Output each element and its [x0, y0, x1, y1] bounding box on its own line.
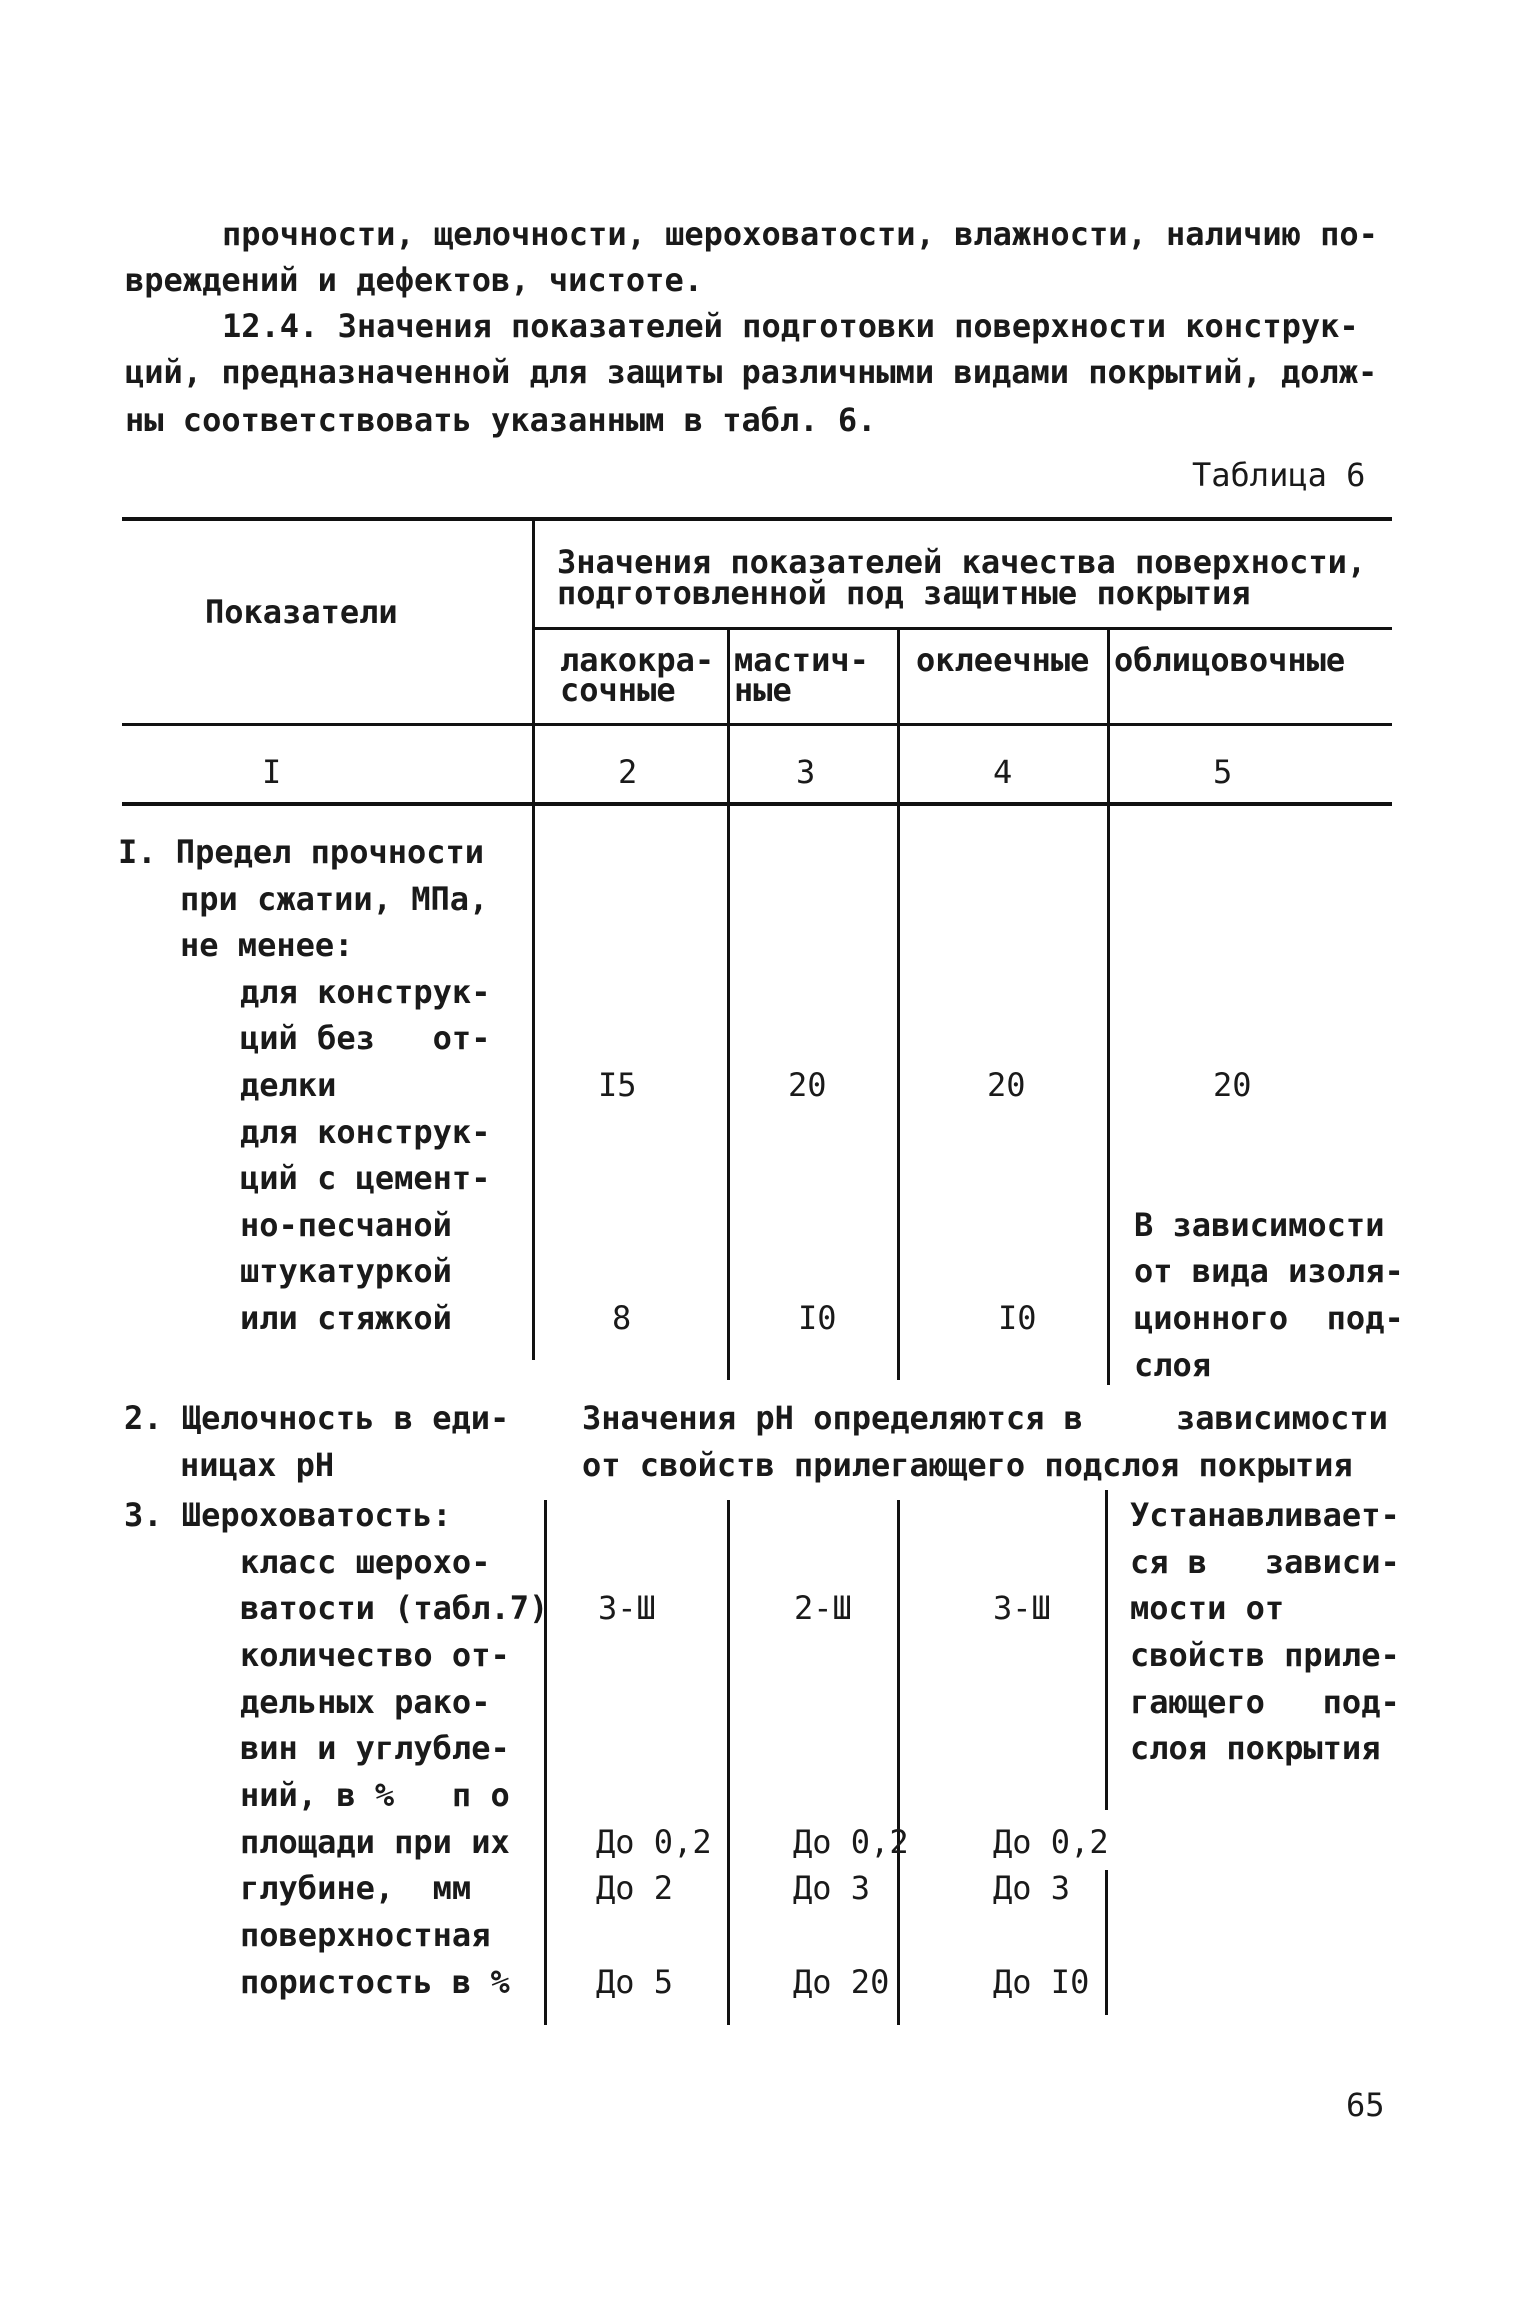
row1-b-col5: от вида изоля- [1134, 1252, 1404, 1290]
row1-b-label: ций с цемент- [240, 1159, 491, 1197]
row3-col5-note: свойств приле- [1130, 1636, 1400, 1674]
paragraph-line: вреждений и дефектов, чистоте. [125, 261, 703, 299]
header-num-5: 5 [1213, 753, 1233, 791]
paragraph-line: 12.4. Значения показателей подготовки поверхности конструк- [222, 307, 1359, 345]
header-num-4: 4 [993, 753, 1013, 791]
row1-a-col4: 20 [987, 1066, 1026, 1104]
row1-title: I. Предел прочности [118, 833, 485, 871]
row3-c-label: пористость в % [240, 1963, 510, 2001]
row1-a-col3: 20 [788, 1066, 827, 1104]
col-divider-3 [897, 627, 900, 807]
row3-b5-col2: До 0,2 [596, 1823, 712, 1861]
row1-a-label: делки [240, 1066, 337, 1104]
row3-a-col3: 2-Ш [794, 1589, 852, 1627]
header-group-rule [532, 627, 1392, 630]
body-divider-4b [1105, 1490, 1108, 1810]
header-group-line1: Значения показателей качества поверхности, [557, 543, 1367, 581]
body-divider-2a [727, 805, 730, 1380]
row1-a-col5: 20 [1213, 1066, 1252, 1104]
row3-b-label: глубине, мм [240, 1869, 472, 1907]
header-col3-line2: ные [734, 671, 792, 709]
row3-b-label: ний, в % п о [240, 1776, 510, 1814]
row2-title: ницах рН [180, 1446, 335, 1484]
numbers-bottom-rule [122, 802, 1392, 806]
body-divider-1b [544, 1500, 547, 2025]
table-caption: Таблица 6 [1192, 456, 1366, 494]
row3-b-label: вин и углубле- [240, 1729, 510, 1767]
paragraph-line: ны соответствовать указанным в табл. 6. [125, 401, 877, 439]
body-divider-3b [897, 1500, 900, 2025]
row1-b-col2: 8 [612, 1299, 632, 1337]
row1-b-col3: I0 [798, 1299, 837, 1337]
row2-value: Значения рН определяются в [582, 1399, 1083, 1437]
header-col4: оклеечные [916, 641, 1090, 679]
header-num-2: 2 [618, 753, 638, 791]
row3-b6-col3: До 3 [793, 1869, 871, 1907]
row1-b-label: штукатуркой [240, 1252, 452, 1290]
row3-b5-col3: До 0,2 [793, 1823, 909, 1861]
row3-c2-col2: До 5 [596, 1963, 674, 2001]
row3-b6-col4: До 3 [993, 1869, 1071, 1907]
header-col1: Показатели [205, 593, 398, 631]
row1-b-col5: ционного под- [1134, 1299, 1404, 1337]
body-divider-1a [532, 805, 535, 1360]
paragraph-line: ций, предназначенной для защиты различными видами покрытий, долж- [125, 353, 1378, 391]
row3-b5-col4: До 0,2 [993, 1823, 1109, 1861]
row3-b-label: количество от- [240, 1636, 510, 1674]
page-number: 65 [1346, 2086, 1385, 2124]
body-divider-3a [897, 805, 900, 1380]
row1-b-col5: В зависимости [1134, 1206, 1385, 1244]
row1-a-col2: I5 [598, 1066, 637, 1104]
col-divider-4 [1107, 627, 1110, 807]
row2-value: от свойств прилегающего подслоя покрытия [582, 1446, 1353, 1484]
row3-c2-col4: До I0 [993, 1963, 1090, 2001]
header-col3-line1: мастич- [734, 641, 869, 679]
row2-title: 2. Щелочность в еди- [124, 1399, 510, 1437]
row1-b-label: для конструк- [240, 1113, 491, 1151]
body-divider-2b [727, 1500, 730, 2025]
row1-title: не менее: [180, 926, 354, 964]
row3-col5-note: слоя покрытия [1130, 1729, 1381, 1767]
row1-b-col4: I0 [998, 1299, 1037, 1337]
body-divider-4c [1105, 1870, 1108, 2015]
row3-a-label: класс шерохо- [240, 1543, 491, 1581]
header-num-3: 3 [796, 753, 816, 791]
row3-b-label: площади при их [240, 1823, 510, 1861]
row3-col5-note: Устанавливает- [1130, 1496, 1400, 1534]
row3-title: 3. Шероховатость: [124, 1496, 452, 1534]
row3-col5-note: ся в зависи- [1130, 1543, 1400, 1581]
header-col2-line1: лакокра- [560, 641, 715, 679]
row3-b6-col2: До 2 [596, 1869, 674, 1907]
row1-title: при сжатии, МПа, [180, 880, 489, 918]
col-divider-2 [727, 627, 730, 807]
row3-c-label: поверхностная [240, 1916, 491, 1954]
row2-value: зависимости [1176, 1399, 1388, 1437]
row1-b-label: или стяжкой [240, 1299, 452, 1337]
header-col5: облицовочные [1114, 641, 1346, 679]
header-bottom-rule [122, 723, 1392, 726]
row1-a-label: ций без от- [240, 1019, 491, 1057]
paragraph-line: прочности, щелочности, шероховатости, влажности, наличию по- [222, 215, 1378, 253]
row1-a-label: для конструк- [240, 973, 491, 1011]
body-divider-4a [1107, 805, 1110, 1385]
table-top-rule [122, 517, 1392, 521]
header-group-line2: подготовленной под защитные покрытия [557, 574, 1251, 612]
row3-col5-note: мости от [1130, 1589, 1285, 1627]
row3-a-label: ватости (табл.7) [240, 1589, 549, 1627]
row3-a-col2: 3-Ш [598, 1589, 656, 1627]
row1-b-label: но-песчаной [240, 1206, 452, 1244]
header-num-1: I [262, 753, 282, 791]
row3-b-label: дельных рако- [240, 1683, 491, 1721]
row1-b-col5: слоя [1134, 1346, 1212, 1384]
row3-a-col4: 3-Ш [993, 1589, 1051, 1627]
row3-col5-note: гающего под- [1130, 1683, 1400, 1721]
col-divider-1 [532, 517, 535, 807]
header-col2-line2: сочные [560, 671, 676, 709]
row3-c2-col3: До 20 [793, 1963, 890, 2001]
